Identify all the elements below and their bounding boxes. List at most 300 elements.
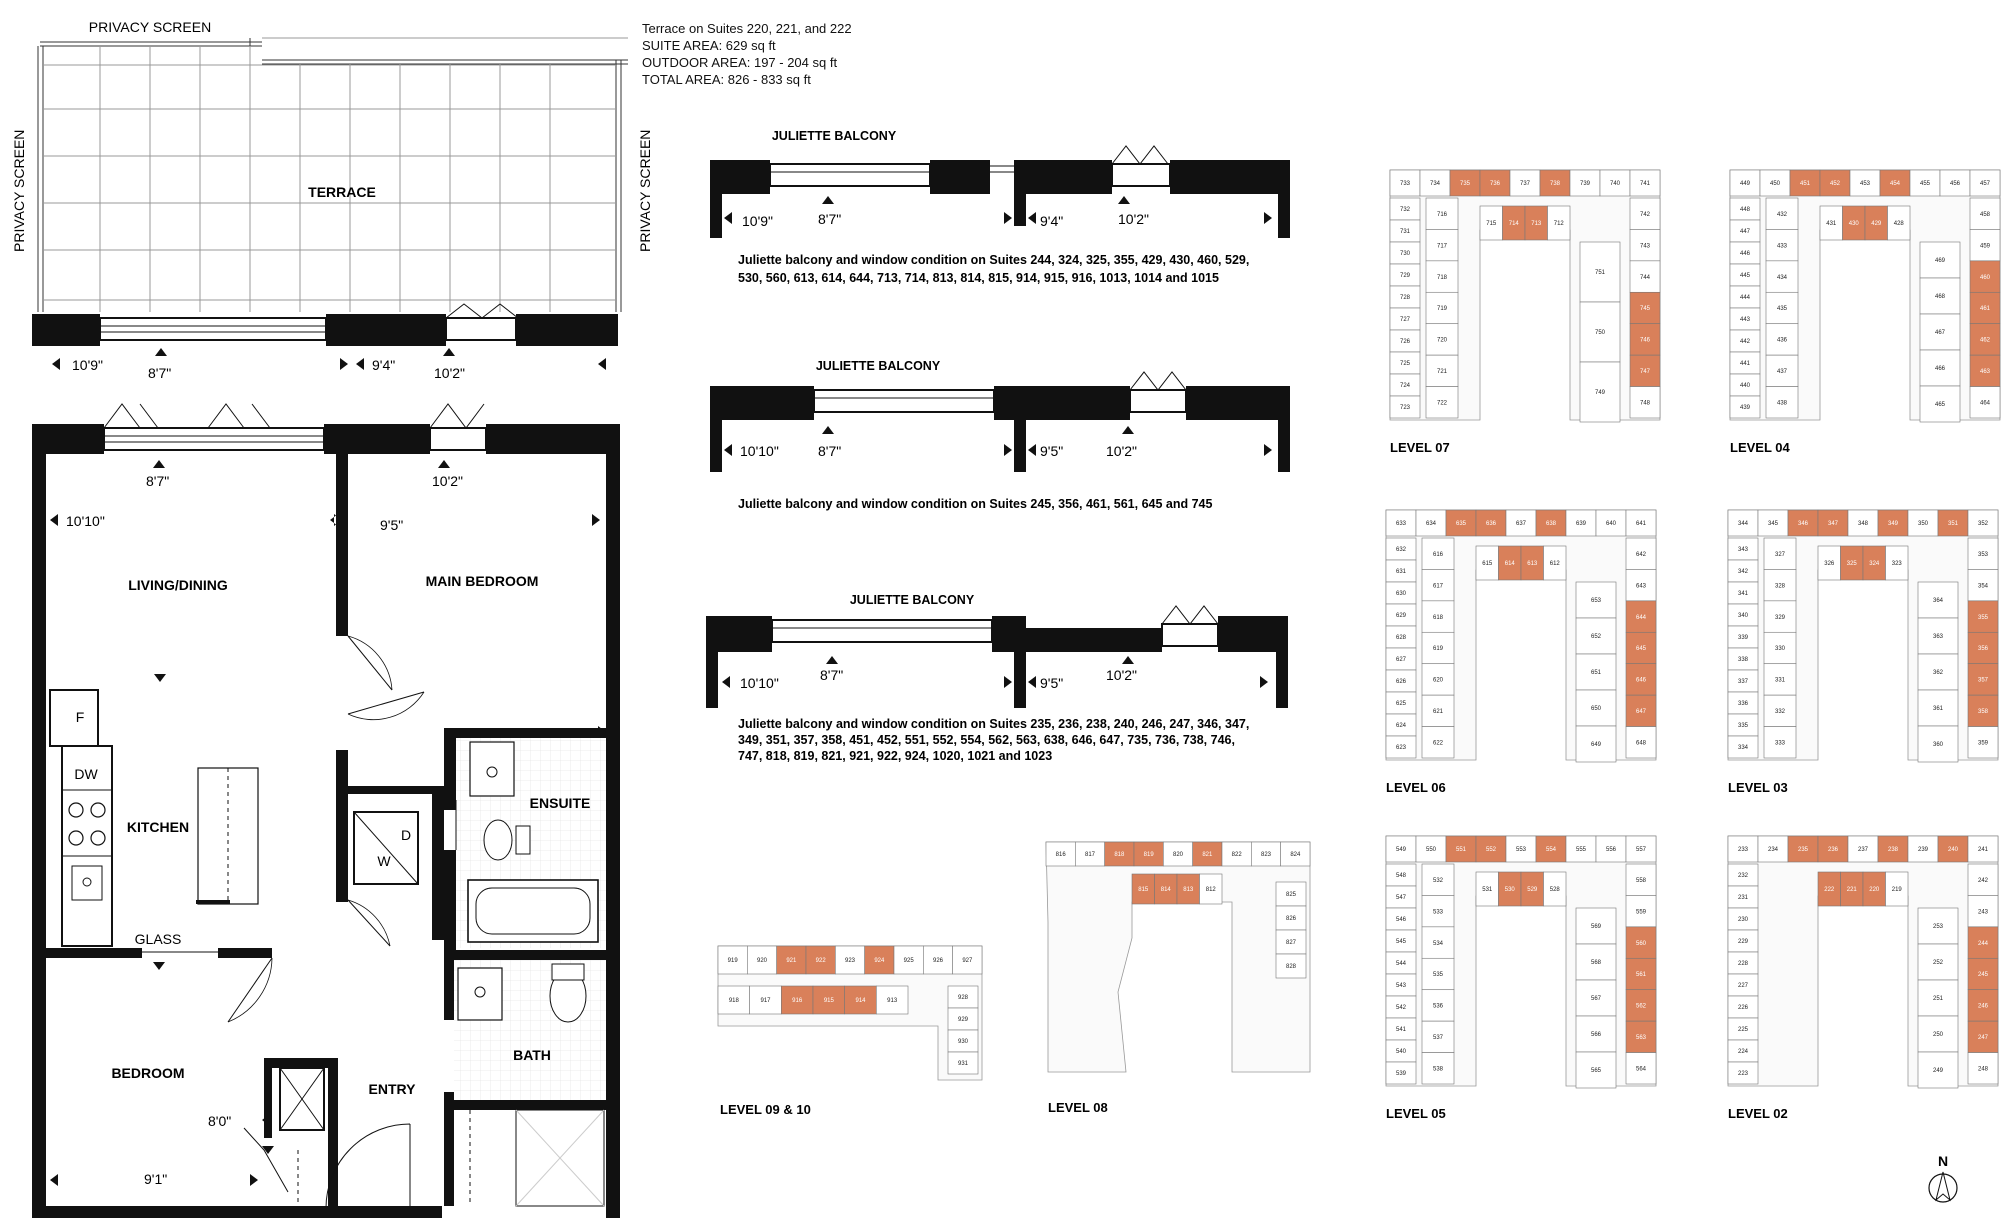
unit-number: 220 [1869, 887, 1880, 894]
unit-number: 338 [1737, 657, 1749, 664]
unit-number: 432 [1776, 211, 1788, 218]
unit-number: 545 [1395, 939, 1407, 946]
unit-number: 234 [1767, 847, 1779, 854]
unit-number: 644 [1635, 614, 1647, 621]
unit-number: 449 [1739, 181, 1751, 188]
unit-number: 726 [1399, 339, 1411, 346]
unit-number: 339 [1737, 635, 1749, 642]
unit-number: 456 [1949, 181, 1961, 188]
unit-number: 539 [1395, 1071, 1407, 1078]
unit-number: 653 [1590, 598, 1602, 605]
unit-number: 738 [1549, 181, 1561, 188]
living-dining-label: LIVING/DINING [128, 577, 228, 593]
unit-number: 342 [1737, 569, 1749, 576]
unit-number: 641 [1635, 521, 1647, 528]
unit-number: 735 [1459, 181, 1471, 188]
info-line: SUITE AREA: 629 sq ft [642, 38, 776, 53]
unit-number: 360 [1932, 742, 1944, 749]
dim-bedroom-width: 9'5" [380, 517, 404, 533]
unit-number: 625 [1395, 701, 1407, 708]
unit-number: 922 [815, 958, 826, 965]
unit-number: 219 [1891, 887, 1902, 894]
unit-number: 723 [1399, 405, 1411, 412]
balcony-note: Juliette balcony and window condition on Suites 245, 356, 461, 561, 645 and 745 [738, 497, 1213, 511]
unit-number: 721 [1436, 369, 1448, 376]
unit-number: 745 [1639, 306, 1651, 313]
unit-number: 629 [1395, 613, 1407, 620]
unit-number: 919 [727, 958, 738, 965]
unit-number: 331 [1774, 677, 1786, 684]
unit-number: 923 [844, 958, 856, 965]
unit-number: 354 [1977, 583, 1989, 590]
unit-number: 243 [1977, 909, 1989, 916]
entry-label: ENTRY [368, 1081, 416, 1097]
unit-number: 226 [1737, 1005, 1749, 1012]
unit-number: 728 [1399, 295, 1411, 302]
unit-number: 633 [1395, 521, 1407, 528]
unit-number: 724 [1399, 383, 1411, 390]
unit-number: 565 [1590, 1068, 1602, 1075]
unit-number: 249 [1932, 1068, 1944, 1075]
unit-number: 920 [756, 958, 768, 965]
unit-number: 642 [1635, 551, 1647, 558]
unit-number: 232 [1737, 873, 1749, 880]
unit-number: 568 [1590, 960, 1602, 967]
unit-number: 925 [903, 958, 914, 965]
balcony-dim: 8'7" [818, 211, 842, 227]
unit-number: 740 [1609, 181, 1621, 188]
privacy-screen-top-label: PRIVACY SCREEN [88, 19, 212, 35]
unit-number: 552 [1485, 847, 1497, 854]
unit-number: 626 [1395, 679, 1407, 686]
unit-number: 827 [1285, 940, 1297, 947]
unit-number: 737 [1519, 181, 1531, 188]
unit-number: 743 [1639, 243, 1651, 250]
unit-number: 231 [1737, 895, 1749, 902]
balcony-title: JULIETTE BALCONY [849, 593, 975, 607]
dim-terrace-mid: 8'7" [148, 365, 172, 381]
unit-number: 632 [1395, 547, 1407, 554]
unit-number: 540 [1395, 1049, 1407, 1056]
unit-number: 814 [1160, 887, 1171, 894]
bedroom-label: BEDROOM [111, 1065, 185, 1081]
unit-number: 340 [1737, 613, 1749, 620]
unit-number: 228 [1737, 961, 1749, 968]
unit-number: 818 [1114, 852, 1125, 859]
unit-number: 448 [1739, 207, 1751, 214]
unit-number: 529 [1527, 887, 1538, 894]
unit-number: 461 [1979, 306, 1991, 313]
unit-number: 436 [1776, 337, 1788, 344]
unit-number: 558 [1635, 877, 1647, 884]
unit-number: 351 [1947, 521, 1959, 528]
unit-number: 248 [1977, 1066, 1989, 1073]
unit-number: 441 [1739, 361, 1751, 368]
unit-number: 931 [957, 1061, 969, 1068]
unit-number: 468 [1934, 294, 1946, 301]
fridge-label: F [75, 709, 85, 725]
unit-number: 622 [1432, 740, 1444, 747]
unit-number: 337 [1737, 679, 1749, 686]
balcony-dim: 10'10" [740, 675, 779, 691]
unit-number: 233 [1737, 847, 1749, 854]
unit-number: 550 [1425, 847, 1437, 854]
unit-number: 469 [1934, 258, 1946, 265]
unit-number: 717 [1436, 243, 1448, 250]
unit-number: 627 [1395, 657, 1407, 664]
unit-number: 712 [1553, 221, 1564, 228]
unit-number: 358 [1977, 709, 1989, 716]
dim-living-width: 10'10" [66, 513, 105, 529]
unit-number: 569 [1590, 924, 1602, 931]
unit-number: 241 [1977, 847, 1989, 854]
unit-number: 224 [1737, 1049, 1749, 1056]
key-plan-title: LEVEL 03 [1728, 780, 1788, 795]
unit-number: 535 [1432, 972, 1444, 979]
unit-number: 916 [792, 998, 803, 1005]
unit-number: 536 [1432, 1003, 1444, 1010]
unit-number: 457 [1979, 181, 1991, 188]
unit-number: 221 [1846, 887, 1857, 894]
unit-number: 719 [1436, 306, 1448, 313]
unit-number: 534 [1432, 940, 1444, 947]
unit-number: 750 [1594, 330, 1606, 337]
unit-number: 825 [1285, 892, 1297, 899]
dim-terrace-right-a: 9'4" [372, 357, 396, 373]
unit-number: 643 [1635, 583, 1647, 590]
unit-number: 532 [1432, 877, 1444, 884]
unit-number: 619 [1432, 646, 1444, 653]
unit-number: 556 [1605, 847, 1617, 854]
unit-number: 640 [1605, 521, 1617, 528]
unit-number: 327 [1774, 551, 1786, 558]
unit-number: 915 [823, 998, 834, 1005]
unit-number: 332 [1774, 709, 1786, 716]
unit-number: 325 [1846, 561, 1857, 568]
unit-number: 229 [1737, 939, 1749, 946]
unit-number: 551 [1455, 847, 1467, 854]
unit-number: 647 [1635, 709, 1647, 716]
unit-number: 718 [1436, 274, 1448, 281]
unit-number: 713 [1531, 221, 1542, 228]
unit-number: 649 [1590, 742, 1602, 749]
unit-number: 442 [1739, 339, 1751, 346]
juliette-balcony-3 [706, 593, 1288, 763]
unit-number: 530 [1504, 887, 1515, 894]
unit-number: 537 [1432, 1035, 1444, 1042]
key-plan-title: LEVEL 07 [1390, 440, 1450, 455]
unit-number: 652 [1590, 634, 1602, 641]
bath-label: BATH [513, 1047, 551, 1063]
unit-number: 748 [1639, 400, 1651, 407]
unit-number: 528 [1549, 887, 1560, 894]
unit-number: 926 [932, 958, 944, 965]
unit-number: 236 [1827, 847, 1839, 854]
balcony-dim: 8'7" [820, 667, 844, 683]
balcony-title: JULIETTE BALCONY [815, 359, 941, 373]
unit-number: 237 [1857, 847, 1869, 854]
unit-number: 238 [1887, 847, 1899, 854]
unit-number: 343 [1737, 547, 1749, 554]
unit-number: 648 [1635, 740, 1647, 747]
unit-number: 323 [1891, 561, 1902, 568]
unit-number: 736 [1489, 181, 1501, 188]
unit-number: 913 [887, 998, 898, 1005]
balcony-title: JULIETTE BALCONY [771, 129, 897, 143]
key-plan-level [1386, 510, 1656, 795]
unit-number: 744 [1639, 274, 1651, 281]
balcony-dim: 9'5" [1040, 443, 1064, 459]
unit-number: 434 [1776, 274, 1788, 281]
unit-number: 430 [1848, 221, 1859, 228]
unit-number: 812 [1205, 887, 1216, 894]
unit-number: 438 [1776, 400, 1788, 407]
unit-number: 739 [1579, 181, 1591, 188]
unit-number: 620 [1432, 677, 1444, 684]
unit-number: 645 [1635, 646, 1647, 653]
unit-number: 549 [1395, 847, 1407, 854]
unit-number: 363 [1932, 634, 1944, 641]
unit-number: 824 [1290, 852, 1301, 859]
unit-number: 631 [1395, 569, 1407, 576]
unit-number: 566 [1590, 1032, 1602, 1039]
washer-label: W [377, 853, 391, 869]
balcony-dim: 10'2" [1106, 667, 1138, 683]
unit-number: 466 [1934, 366, 1946, 373]
unit-number: 714 [1508, 221, 1519, 228]
balcony-note: Juliette balcony and window condition on Suites 235, 236, 238, 240, 246, 247, 346, 347, [738, 717, 1250, 731]
unit-number: 330 [1774, 646, 1786, 653]
unit-number: 917 [760, 998, 771, 1005]
dim-terrace-left: 10'9" [72, 357, 104, 373]
unit-number: 223 [1737, 1071, 1749, 1078]
balcony-note: 349, 351, 357, 358, 451, 452, 551, 552, 554, 562, 563, 638, 646, 647, 735, 736, 738, 746, [738, 733, 1235, 747]
unit-number: 437 [1776, 369, 1788, 376]
unit-number: 616 [1432, 551, 1444, 558]
dishwasher-label: DW [74, 766, 98, 782]
key-plan-level-08 [1046, 842, 1310, 1115]
info-line: Terrace on Suites 220, 221, and 222 [642, 21, 852, 36]
unit-number: 335 [1737, 723, 1749, 730]
unit-number: 617 [1432, 583, 1444, 590]
unit-number: 350 [1917, 521, 1929, 528]
unit-number: 246 [1977, 1003, 1989, 1010]
unit-number: 349 [1887, 521, 1899, 528]
info-line: OUTDOOR AREA: 197 - 204 sq ft [642, 55, 838, 70]
unit-number: 816 [1055, 852, 1066, 859]
balcony-dim: 10'2" [1118, 211, 1150, 227]
unit-number: 618 [1432, 614, 1444, 621]
unit-number: 428 [1893, 221, 1904, 228]
unit-number: 731 [1399, 229, 1411, 236]
unit-number: 356 [1977, 646, 1989, 653]
key-plan-level-09-10 [718, 946, 982, 1117]
unit-number: 541 [1395, 1027, 1407, 1034]
balcony-note: 530, 560, 613, 614, 644, 713, 714, 813, 814, 815, 914, 915, 916, 1013, 1014 and 1015 [738, 271, 1219, 285]
unit-number: 440 [1739, 383, 1751, 390]
unit-number: 459 [1979, 243, 1991, 250]
unit-number: 452 [1829, 181, 1841, 188]
unit-number: 547 [1395, 895, 1407, 902]
unit-number: 635 [1455, 521, 1467, 528]
key-plan-level [1386, 836, 1656, 1121]
unit-number: 927 [962, 958, 973, 965]
unit-number: 546 [1395, 917, 1407, 924]
north-label: N [1937, 1153, 1949, 1169]
unit-number: 230 [1737, 917, 1749, 924]
balcony-dim: 9'4" [1040, 213, 1064, 229]
unit-number: 928 [957, 995, 969, 1002]
dim-top-right: 10'2" [432, 473, 464, 489]
unit-number: 823 [1260, 852, 1272, 859]
unit-number: 328 [1774, 583, 1786, 590]
unit-number: 252 [1932, 960, 1944, 967]
unit-number: 819 [1143, 852, 1154, 859]
unit-number: 730 [1399, 251, 1411, 258]
unit-number: 251 [1932, 996, 1944, 1003]
unit-number: 563 [1635, 1035, 1647, 1042]
balcony-dim: 10'10" [740, 443, 779, 459]
unit-number: 562 [1635, 1003, 1647, 1010]
key-plan-level [1728, 510, 1998, 795]
unit-number: 722 [1436, 400, 1448, 407]
unit-number: 636 [1485, 521, 1497, 528]
juliette-balcony-1 [710, 129, 1290, 285]
terrace-label: TERRACE [308, 184, 376, 200]
unit-number: 240 [1947, 847, 1959, 854]
unit-number: 334 [1737, 745, 1749, 752]
unit-number: 638 [1545, 521, 1557, 528]
kitchen-label: KITCHEN [126, 819, 190, 835]
unit-number: 462 [1979, 337, 1991, 344]
unit-number: 352 [1977, 521, 1989, 528]
unit-number: 542 [1395, 1005, 1407, 1012]
unit-number: 828 [1285, 964, 1297, 971]
terrace-area [11, 19, 653, 381]
unit-number: 930 [957, 1039, 969, 1046]
info-line: TOTAL AREA: 826 - 833 sq ft [642, 72, 811, 87]
unit-number: 733 [1399, 181, 1411, 188]
unit-number: 227 [1737, 983, 1749, 990]
unit-number: 630 [1395, 591, 1407, 598]
unit-number: 429 [1871, 221, 1882, 228]
unit-number: 347 [1827, 521, 1839, 528]
key-plan-level [1730, 170, 2000, 455]
unit-number: 346 [1797, 521, 1809, 528]
juliette-balcony-2 [710, 359, 1290, 511]
balcony-dim: 9'5" [1040, 675, 1064, 691]
unit-number: 628 [1395, 635, 1407, 642]
unit-number: 615 [1482, 561, 1493, 568]
unit-number: 553 [1515, 847, 1527, 854]
unit-number: 467 [1934, 330, 1946, 337]
key-plan-level [1390, 170, 1660, 455]
unit-number: 637 [1515, 521, 1527, 528]
unit-number: 348 [1857, 521, 1869, 528]
key-plan-title: LEVEL 02 [1728, 1106, 1788, 1121]
balcony-dim: 10'2" [1106, 443, 1138, 459]
unit-number: 548 [1395, 873, 1407, 880]
unit-number: 543 [1395, 983, 1407, 990]
key-plan-title: LEVEL 05 [1386, 1106, 1446, 1121]
unit-number: 560 [1635, 940, 1647, 947]
dim-bed2-width: 9'1" [144, 1171, 168, 1187]
unit-number: 557 [1635, 847, 1647, 854]
suite-plan [32, 404, 620, 1218]
unit-number: 244 [1977, 940, 1989, 947]
unit-number: 559 [1635, 909, 1647, 916]
balcony-dim: 8'7" [818, 443, 842, 459]
unit-number: 821 [1202, 852, 1213, 859]
unit-number: 362 [1932, 670, 1944, 677]
unit-number: 439 [1739, 405, 1751, 412]
unit-number: 918 [728, 998, 739, 1005]
unit-number: 742 [1639, 211, 1651, 218]
privacy-screen-right-label: PRIVACY SCREEN [637, 129, 653, 252]
dim-top-mid: 8'7" [146, 473, 170, 489]
unit-number: 749 [1594, 390, 1606, 397]
main-bedroom-label: MAIN BEDROOM [425, 573, 539, 589]
unit-number: 446 [1739, 251, 1751, 258]
unit-number: 813 [1183, 887, 1194, 894]
unit-number: 460 [1979, 274, 1991, 281]
balcony-note: 747, 818, 819, 821, 921, 922, 924, 1020, 1021 and 1023 [738, 749, 1053, 763]
unit-number: 336 [1737, 701, 1749, 708]
unit-number: 815 [1138, 887, 1149, 894]
unit-number: 247 [1977, 1035, 1989, 1042]
unit-number: 751 [1594, 270, 1606, 277]
unit-number: 639 [1575, 521, 1587, 528]
unit-number: 924 [874, 958, 885, 965]
unit-number: 245 [1977, 972, 1989, 979]
unit-number: 729 [1399, 273, 1411, 280]
unit-number: 544 [1395, 961, 1407, 968]
unit-number: 445 [1739, 273, 1751, 280]
unit-number: 359 [1977, 740, 1989, 747]
unit-number: 612 [1549, 561, 1560, 568]
unit-number: 614 [1504, 561, 1515, 568]
unit-number: 324 [1869, 561, 1880, 568]
unit-number: 443 [1739, 317, 1751, 324]
key-plan-title: LEVEL 06 [1386, 780, 1446, 795]
unit-number: 651 [1590, 670, 1602, 677]
unit-number: 554 [1545, 847, 1557, 854]
unit-number: 242 [1977, 877, 1989, 884]
unit-number: 364 [1932, 598, 1944, 605]
key-plan-level [1728, 836, 1998, 1121]
unit-number: 357 [1977, 677, 1989, 684]
unit-number: 450 [1769, 181, 1781, 188]
unit-number: 435 [1776, 306, 1788, 313]
unit-number: 458 [1979, 211, 1991, 218]
unit-number: 817 [1084, 852, 1096, 859]
unit-number: 555 [1575, 847, 1587, 854]
unit-number: 454 [1889, 181, 1901, 188]
unit-number: 455 [1919, 181, 1931, 188]
balcony-dim: 10'9" [742, 213, 774, 229]
privacy-screen-left-label: PRIVACY SCREEN [11, 129, 27, 252]
unit-number: 329 [1774, 614, 1786, 621]
unit-number: 326 [1824, 561, 1835, 568]
unit-number: 433 [1776, 243, 1788, 250]
unit-number: 623 [1395, 745, 1407, 752]
unit-number: 921 [786, 958, 797, 965]
unit-number: 341 [1737, 591, 1749, 598]
unit-number: 747 [1639, 369, 1651, 376]
unit-number: 444 [1739, 295, 1751, 302]
glass-label: GLASS [134, 931, 182, 947]
unit-number: 564 [1635, 1066, 1647, 1073]
